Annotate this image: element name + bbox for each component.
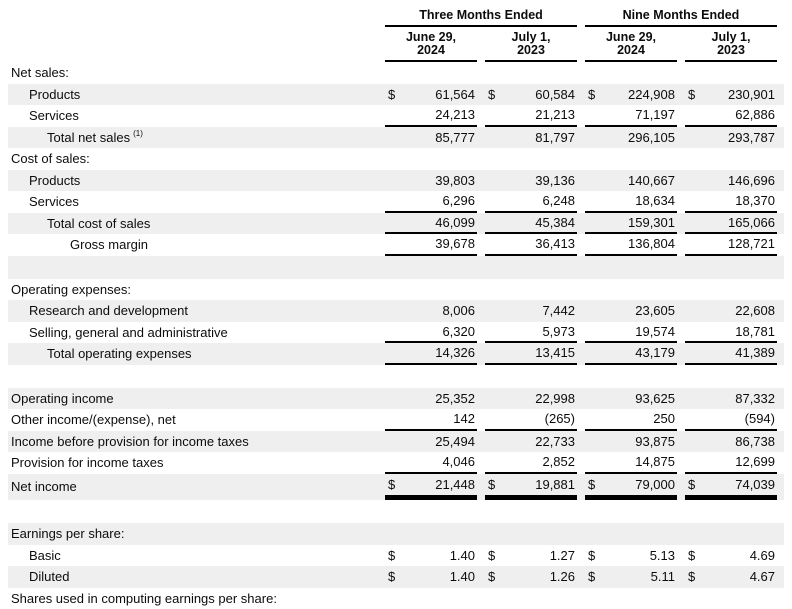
cell (385, 566, 477, 588)
cell (485, 474, 577, 501)
cell (385, 105, 477, 127)
row-label: Net sales: (8, 62, 385, 84)
dollar-sign: $ (585, 569, 595, 584)
cell (485, 213, 577, 235)
row-label: Services (8, 105, 385, 127)
cell-value: 13,415 (488, 345, 577, 360)
cell (685, 191, 777, 213)
cell (485, 105, 577, 127)
cell-value: 230,901 (695, 87, 777, 102)
column-header: July 1, 2023 (485, 27, 577, 62)
cell (385, 388, 477, 410)
cell-value: 62,886 (688, 107, 777, 122)
cell-value: 142 (388, 411, 477, 426)
cell-value: 93,625 (588, 391, 677, 406)
row-label: Cost of sales: (8, 148, 385, 170)
cell (585, 62, 677, 84)
cell (585, 431, 677, 453)
cell (485, 566, 577, 588)
cell-value: 61,564 (395, 87, 477, 102)
cell-value: 4.69 (695, 548, 777, 563)
row-label: Total net sales $^{(1)}$ (8, 127, 385, 149)
table-row (8, 474, 784, 501)
column-header: July 1, 2023 (685, 27, 777, 62)
cell (585, 343, 677, 365)
cell-value: 136,804 (588, 236, 677, 251)
cell-value: 39,678 (388, 236, 477, 251)
cell (385, 213, 477, 235)
cell-value: 25,494 (388, 434, 477, 449)
cell-value: 146,696 (688, 173, 777, 188)
cell-value: 8,006 (388, 303, 477, 318)
cell-value: 296,105 (588, 130, 677, 145)
header-label-spacer (8, 8, 385, 62)
cell-value: 250 (588, 411, 677, 426)
cell-value: 93,875 (588, 434, 677, 449)
column-group-title: Nine Months Ended (585, 8, 777, 27)
row-label: Total cost of sales (8, 213, 385, 235)
row-label: Services (8, 191, 385, 213)
column-header: June 29, 2024 (385, 27, 477, 62)
cell-value: 39,803 (388, 173, 477, 188)
cell-value: 22,998 (488, 391, 577, 406)
cell (385, 191, 477, 213)
table-row (8, 234, 784, 256)
cell (385, 127, 477, 149)
dollar-sign: $ (485, 569, 495, 584)
row-label: Operating expenses: (8, 279, 385, 301)
cell (685, 545, 777, 567)
dollar-sign: $ (385, 477, 395, 492)
row-label (8, 256, 385, 279)
cell-value: 4.67 (695, 569, 777, 584)
cell-value: 21,448 (395, 477, 477, 492)
footnote-marker: (1) (133, 129, 143, 138)
row-label: Net income (8, 474, 385, 501)
row-label: Earnings per share: (8, 523, 385, 545)
dollar-sign: $ (585, 548, 595, 563)
table-row (8, 148, 784, 170)
cell (585, 105, 677, 127)
cell-value: 19,881 (495, 477, 577, 492)
cell-value: (594) (688, 411, 777, 426)
column-group-nine-months (585, 8, 777, 62)
row-label: Selling, general and administrative (8, 322, 385, 344)
dollar-sign: $ (485, 477, 495, 492)
cell (585, 322, 677, 344)
cell (585, 566, 677, 588)
cell (385, 148, 477, 170)
table-row (8, 84, 784, 106)
cell (685, 388, 777, 410)
table-row (8, 279, 784, 301)
cell-value: 39,136 (488, 173, 577, 188)
cell-value: 23,605 (588, 303, 677, 318)
cell-value: 79,000 (595, 477, 677, 492)
cell (685, 62, 777, 84)
cell-value: 293,787 (688, 130, 777, 145)
cell-value: 1.27 (495, 548, 577, 563)
cell (385, 62, 477, 84)
row-label: Basic (8, 545, 385, 567)
cell (485, 343, 577, 365)
row-label: Operating income (8, 388, 385, 410)
cell-value: 45,384 (488, 215, 577, 230)
cell (685, 105, 777, 127)
row-label: Diluted (8, 566, 385, 588)
cell (585, 84, 677, 106)
cell (385, 474, 477, 501)
cell (485, 191, 577, 213)
cell (485, 279, 577, 301)
cell-value: 60,584 (495, 87, 577, 102)
cell (585, 523, 677, 545)
cell (585, 388, 677, 410)
cell (685, 474, 777, 501)
cell (685, 452, 777, 474)
cell (485, 388, 577, 410)
table-row (8, 388, 784, 410)
row-label: Provision for income taxes (8, 452, 385, 474)
cell (485, 62, 577, 84)
cell (685, 300, 777, 322)
column-header: June 29, 2024 (585, 27, 677, 62)
cell-value: 36,413 (488, 236, 577, 251)
row-label: Research and development (8, 300, 385, 322)
cell-value: 7,442 (488, 303, 577, 318)
cell (685, 170, 777, 192)
cell (385, 234, 477, 256)
cell (485, 84, 577, 106)
cell-value: 21,213 (488, 107, 577, 122)
cell (385, 409, 477, 431)
cell-value: 4,046 (388, 454, 477, 469)
cell-value: 24,213 (388, 107, 477, 122)
dollar-sign: $ (385, 87, 395, 102)
cell-value: 18,781 (688, 324, 777, 339)
row-label: Total operating expenses (8, 343, 385, 365)
cell (585, 474, 677, 501)
cell (385, 343, 477, 365)
cell (685, 343, 777, 365)
cell (585, 148, 677, 170)
cell (685, 588, 777, 609)
cell (685, 234, 777, 256)
cell-value: 2,852 (488, 454, 577, 469)
table-row (8, 191, 784, 213)
cell-value: 5.11 (595, 569, 677, 584)
table-row (8, 431, 784, 453)
spacer-row (8, 365, 784, 388)
cell-value: 41,389 (688, 345, 777, 360)
cell-value: 1.40 (395, 548, 477, 563)
cell (485, 452, 577, 474)
column-group-title: Three Months Ended (385, 8, 577, 27)
cell (485, 234, 577, 256)
cell (585, 545, 677, 567)
cell (585, 234, 677, 256)
table-row (8, 300, 784, 322)
table-header (8, 8, 792, 62)
row-label: Other income/(expense), net (8, 409, 385, 431)
table-row (8, 62, 784, 84)
cell (485, 127, 577, 149)
row-label (8, 500, 385, 523)
cell (385, 84, 477, 106)
cell (485, 545, 577, 567)
cell-value: 140,667 (588, 173, 677, 188)
cell (385, 523, 477, 545)
row-label: Shares used in computing earnings per share: (8, 588, 385, 609)
cell (585, 588, 677, 609)
row-label: Income before provision for income taxes (8, 431, 385, 453)
cell (685, 84, 777, 106)
cell (685, 127, 777, 149)
cell (485, 322, 577, 344)
table-row (8, 545, 784, 567)
cell (685, 213, 777, 235)
cell-value: (265) (488, 411, 577, 426)
cell-value: 81,797 (488, 130, 577, 145)
cell (385, 431, 477, 453)
cell (685, 322, 777, 344)
table-row (8, 105, 784, 127)
cell-value: 86,738 (688, 434, 777, 449)
cell-value: 25,352 (388, 391, 477, 406)
cell (585, 213, 677, 235)
cell (585, 452, 677, 474)
dollar-sign: $ (685, 477, 695, 492)
cell-value: 6,248 (488, 193, 577, 208)
cell (585, 127, 677, 149)
cell-value: 128,721 (688, 236, 777, 251)
table-row (8, 409, 784, 431)
cell (385, 279, 477, 301)
cell-value: 6,296 (388, 193, 477, 208)
cell (485, 148, 577, 170)
income-statement-table (0, 8, 792, 600)
table-row (8, 127, 784, 149)
column-group-three-months (385, 8, 577, 62)
cell (585, 409, 677, 431)
table-row (8, 322, 784, 344)
cell (585, 279, 677, 301)
row-label: Gross margin (8, 234, 385, 256)
cell-value: 14,326 (388, 345, 477, 360)
cell (485, 431, 577, 453)
cell (685, 431, 777, 453)
dollar-sign: $ (585, 87, 595, 102)
row-label: Products (8, 170, 385, 192)
cell (685, 148, 777, 170)
cell-value: 165,066 (688, 215, 777, 230)
table-row (8, 588, 784, 609)
cell (585, 170, 677, 192)
cell-value: 14,875 (588, 454, 677, 469)
dollar-sign: $ (685, 569, 695, 584)
cell (485, 300, 577, 322)
cell (485, 523, 577, 545)
spacer-row (8, 256, 784, 279)
cell-value: 87,332 (688, 391, 777, 406)
cell-value: 1.26 (495, 569, 577, 584)
cell-value: 46,099 (388, 215, 477, 230)
table-row (8, 213, 784, 235)
dollar-sign: $ (485, 87, 495, 102)
table-row (8, 566, 784, 588)
cell-value: 5,973 (488, 324, 577, 339)
cell-value: 85,777 (388, 130, 477, 145)
cell (685, 279, 777, 301)
dollar-sign: $ (685, 548, 695, 563)
dollar-sign: $ (385, 569, 395, 584)
cell-value: 18,370 (688, 193, 777, 208)
cell-value: 159,301 (588, 215, 677, 230)
cell (485, 170, 577, 192)
cell (385, 322, 477, 344)
cell-value: 19,574 (588, 324, 677, 339)
cell-value: 74,039 (695, 477, 777, 492)
cell (685, 523, 777, 545)
cell-value: 12,699 (688, 454, 777, 469)
spacer-row (8, 500, 784, 523)
table-row (8, 170, 784, 192)
cell-value: 18,634 (588, 193, 677, 208)
row-label: Products (8, 84, 385, 106)
cell (385, 300, 477, 322)
cell (385, 588, 477, 609)
cell-value: 22,733 (488, 434, 577, 449)
dollar-sign: $ (685, 87, 695, 102)
cell (385, 545, 477, 567)
cell (485, 588, 577, 609)
row-label (8, 365, 385, 388)
table-row (8, 452, 784, 474)
cell-value: 224,908 (595, 87, 677, 102)
cell-value: 43,179 (588, 345, 677, 360)
cell (685, 409, 777, 431)
dollar-sign: $ (485, 548, 495, 563)
cell-value: 1.40 (395, 569, 477, 584)
dollar-sign: $ (585, 477, 595, 492)
cell (585, 300, 677, 322)
cell (385, 452, 477, 474)
cell (685, 566, 777, 588)
cell-value: 6,320 (388, 324, 477, 339)
cell-value: 22,608 (688, 303, 777, 318)
cell (485, 409, 577, 431)
table-row (8, 343, 784, 365)
cell-value: 71,197 (588, 107, 677, 122)
cell (585, 191, 677, 213)
table-row (8, 523, 784, 545)
cell (385, 170, 477, 192)
dollar-sign: $ (385, 548, 395, 563)
cell-value: 5.13 (595, 548, 677, 563)
